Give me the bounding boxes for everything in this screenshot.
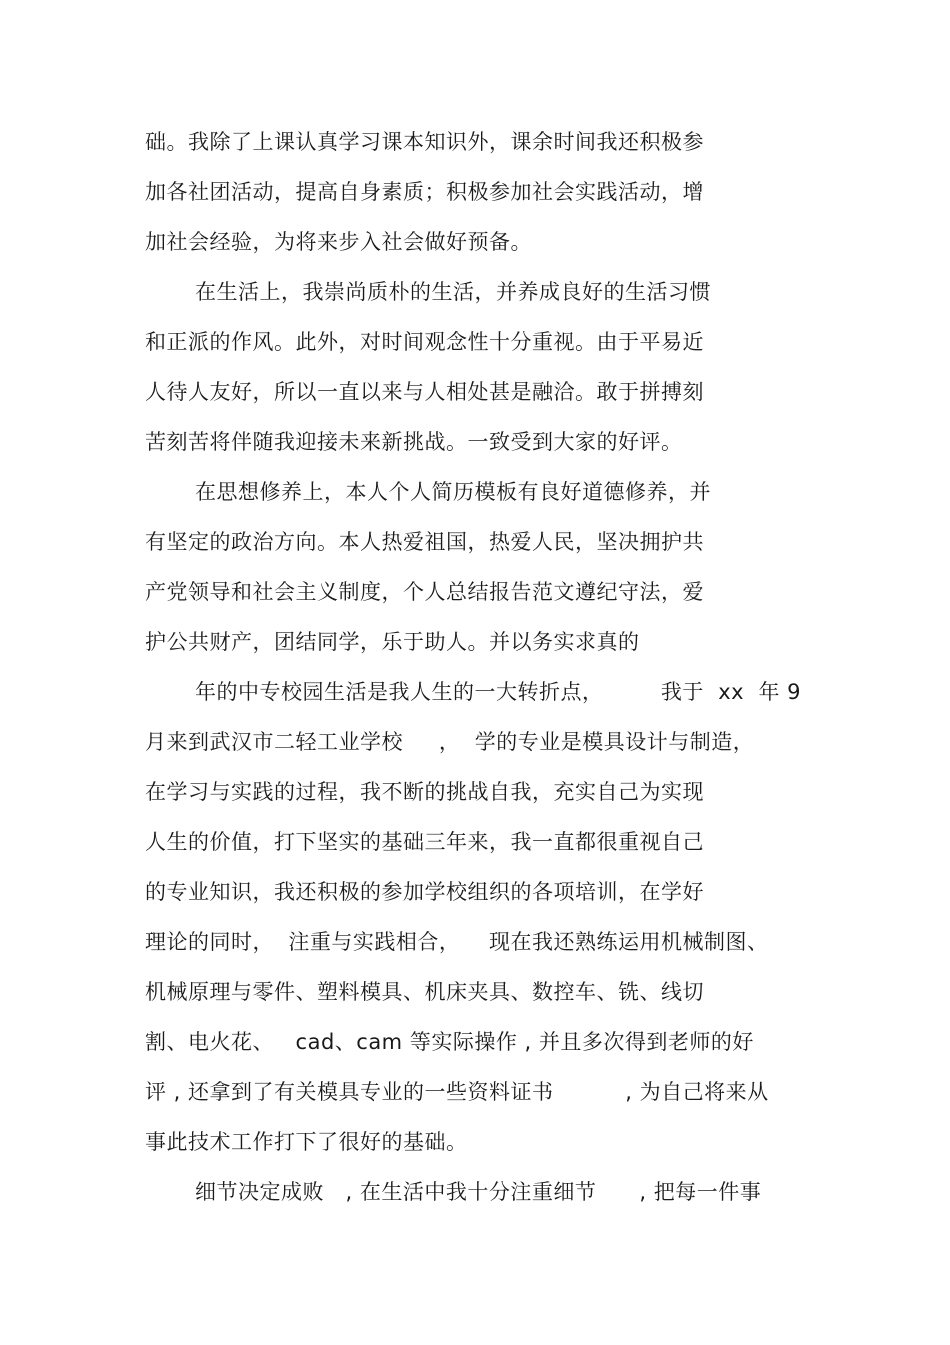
text-line: 护公共财产，团结同学，乐于助人。并以务实求真的 (145, 630, 640, 654)
text-line: 机械原理与零件、塑料模具、机床夹具、数控车、铣、线切 (145, 980, 704, 1004)
text-line: 割、电火花、 cad、cam 等实际操作 , 并且多次得到老师的好 (145, 1030, 754, 1054)
text-line: 月来到武汉市二轻工业学校 ， 学的专业是模具设计与制造， (145, 730, 755, 754)
paragraph-start-line: 在生活上，我崇尚质朴的生活，并养成良好的生活习惯 (195, 280, 711, 304)
text-line: 在学习与实践的过程，我不断的挑战自我，充实自己为实现 (145, 780, 704, 804)
text-line: 苦刻苦将伴随我迎接未来新挑战。一致受到大家的好评。 (145, 430, 683, 454)
paragraph-start-line: 年的中专校园生活是我人生的一大转折点， 我于 xx 年 9 (195, 680, 801, 704)
text-line: 事此技术工作打下了很好的基础。 (145, 1130, 468, 1154)
text-line: 加各社团活动，提高自身素质；积极参加社会实践活动，增 (145, 180, 704, 204)
text-line: 础。我除了上课认真学习课本知识外，课余时间我还积极参 (145, 130, 704, 154)
text-line: 人待人友好，所以一直以来与人相处甚是融洽。敢于拼搏刻 (145, 380, 704, 404)
paragraph-start-line: 细节决定成败 , 在生活中我十分注重细节 , 把每一件事 (195, 1180, 762, 1204)
text-line: 有坚定的政治方向。本人热爱祖国，热爱人民，坚决拥护共 (145, 530, 704, 554)
text-line: 的专业知识，我还积极的参加学校组织的各项培训，在学好 (145, 880, 704, 904)
paragraph-start-line: 在思想修养上，本人个人简历模板有良好道德修养，并 (195, 480, 711, 504)
text-line: 理论的同时， 注重与实践相合， 现在我还熟练运用机械制图、 (145, 930, 769, 954)
text-line: 评 , 还拿到了有关模具专业的一些资料证书 , 为自己将来从 (145, 1080, 769, 1104)
text-line: 和正派的作风。此外，对时间观念性十分重视。由于平易近 (145, 330, 704, 354)
text-line: 人生的价值，打下坚实的基础三年来，我一直都很重视自己 (145, 830, 704, 854)
text-line: 产党领导和社会主义制度，个人总结报告范文遵纪守法，爱 (145, 580, 704, 604)
text-line: 加社会经验，为将来步入社会做好预备。 (145, 230, 532, 254)
